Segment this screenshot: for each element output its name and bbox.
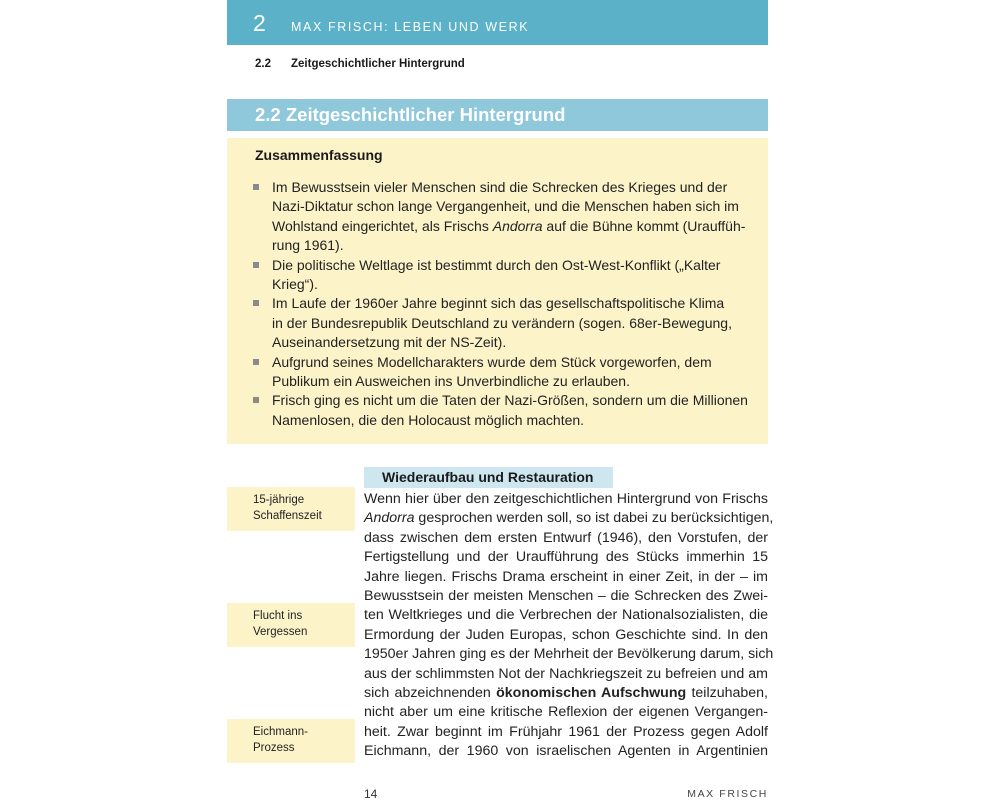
summary-list	[253, 178, 765, 430]
running-head-title: Zeitgeschichtlicher Hintergrund	[291, 58, 465, 70]
margin-note: Flucht ins Vergessen	[227, 603, 355, 647]
work-title: Andorra	[364, 510, 415, 527]
text-line: Jahre liegen. Frischs Drama erscheint in einer Zeit, in der – im	[364, 568, 768, 585]
bullet-square-icon	[253, 397, 259, 403]
section-header	[227, 99, 768, 131]
subsection-heading: Wiederaufbau und Restauration	[382, 469, 594, 485]
text-line: aus der schlimmsten Not der Nachkriegszeit zu befreien und am	[364, 665, 768, 682]
margin-note: 15-jährige Schaffenszeit	[227, 487, 355, 531]
summary-item-text: Die politische Weltlage ist bestimmt durch den Ost-West-Konflikt („Kalter Krieg“).	[272, 256, 721, 293]
summary-item	[253, 294, 765, 352]
text-line: ten Weltkrieges und die Verbrechen der Nationalsozialisten, die	[364, 607, 768, 624]
text-line: heit. Zwar beginnt im Frühjahr 1961 der Prozess gegen Adolf	[364, 723, 768, 740]
keyword-emphasis: ökonomischen Aufschwung	[496, 684, 687, 701]
summary-box	[227, 138, 768, 444]
summary-item-text: Im Bewusstsein vieler Menschen sind die Schrecken des Krieges und der Nazi-Diktatur schon lange Vergangenheit, und die Menschen haben sich im Wohlstand eingerichtet, als Frischs Andorra auf die Bühne kommt (Urauffüh- rung 1961).	[272, 179, 746, 254]
running-head-number: 2.2	[255, 58, 271, 70]
chapter-title: MAX FRISCH: LEBEN UND WERK	[291, 20, 530, 34]
text-line: Wenn hier über den zeitgeschichtlichen Hintergrund von Frischs	[364, 491, 768, 507]
text-line: Ermordung der Juden Europas, schon Geschichte sind. In den	[364, 626, 768, 643]
text-line: nicht aber um eine kritische Reflexion der eigenen Vergangen-	[364, 704, 768, 721]
summary-item	[253, 353, 765, 392]
summary-item-text: Aufgrund seines Modellcharakters wurde dem Stück vorgeworfen, dem Publikum ein Ausweichen ins Unverbindliche zu erlauben.	[272, 353, 712, 390]
bullet-square-icon	[253, 262, 259, 268]
page-number: 14	[364, 787, 378, 801]
text-line: Andorra gesprochen werden soll, so ist dabei zu berücksichtigen,	[364, 510, 774, 527]
margin-note: Eichmann- Prozess	[227, 719, 355, 763]
summary-item-text: Frisch ging es nicht um die Taten der Nazi-Größen, sondern um die Millionen Namenlosen, die den Holocaust möglich machten.	[272, 392, 748, 428]
summary-heading: Zusammenfassung	[255, 147, 383, 163]
footer-book-title: MAX FRISCH	[687, 788, 768, 800]
text-line: Bewusstsein der meisten Menschen – die Schrecken des Zwei-	[364, 587, 768, 604]
chapter-header	[227, 0, 768, 45]
bullet-square-icon	[253, 300, 259, 306]
bullet-square-icon	[253, 359, 259, 365]
text-line: sich abzeichnenden ökonomischen Aufschwung teilzuhaben,	[364, 684, 768, 701]
summary-item-text: Im Laufe der 1960er Jahre beginnt sich das gesellschaftspolitische Klima in der Bundesrepublik Deutschland zu verändern (sogen. 68er-Bewegung, Auseinandersetzung mit der NS-Zeit).	[272, 295, 732, 351]
text-line: Fertigstellung und der Uraufführung des Stücks immerhin 15	[364, 549, 768, 566]
summary-item	[253, 178, 765, 256]
body-paragraph	[364, 490, 774, 761]
text-line: dass zwischen dem ersten Entwurf (1946), den Vorstufen, der	[364, 529, 768, 546]
bullet-square-icon	[253, 184, 259, 190]
running-head	[255, 58, 465, 70]
subsection-header	[364, 467, 613, 488]
summary-item	[253, 256, 765, 295]
chapter-number: 2	[253, 10, 266, 36]
section-title: 2.2 Zeitgeschichtlicher Hintergrund	[255, 104, 566, 125]
summary-item	[253, 391, 765, 430]
text-line: 1950er Jahren ging es der Mehrheit der Bevölkerung darum, sich	[364, 646, 774, 663]
text-line: Eichmann, der 1960 von israelischen Agenten in Argentinien	[364, 743, 768, 760]
work-title: Andorra	[492, 217, 543, 234]
